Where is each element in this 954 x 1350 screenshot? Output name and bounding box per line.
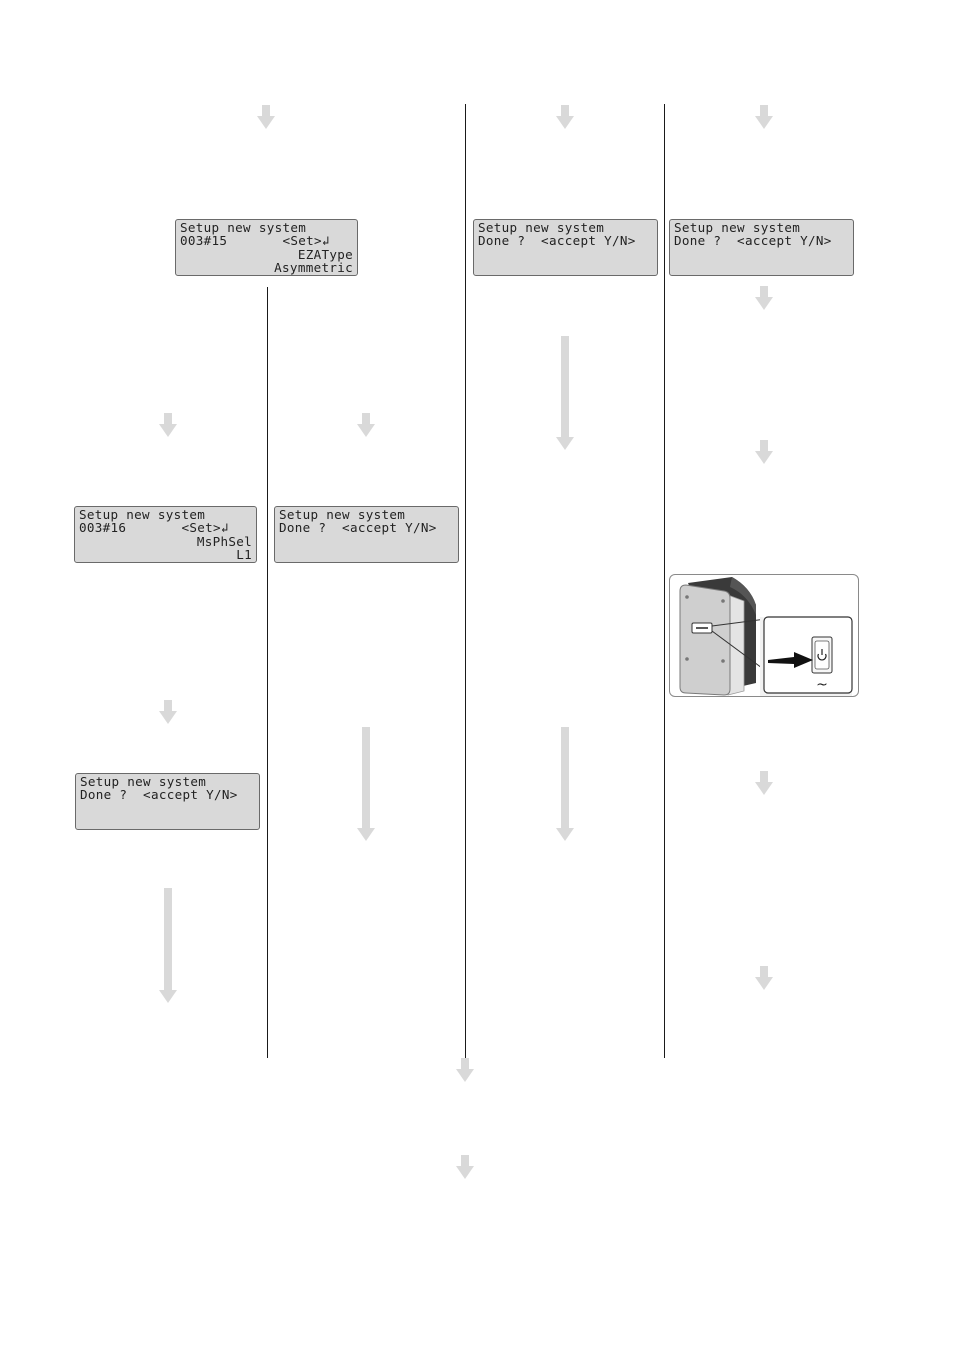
lcd-line: Setup new system bbox=[674, 220, 801, 235]
lcd-line: Asymmetric bbox=[274, 259, 353, 275]
lcd-line: MsPhSel bbox=[196, 533, 252, 549]
lcd-line: EZAType bbox=[297, 246, 353, 262]
lcd-line: Done ? <accept Y/N> bbox=[478, 233, 636, 249]
down-arrow-icon bbox=[755, 771, 773, 795]
lcd-display-done bbox=[669, 219, 854, 276]
down-arrow-icon bbox=[755, 286, 773, 310]
long-down-arrow-icon bbox=[159, 888, 177, 1003]
lcd-line: Done ? <accept Y/N> bbox=[80, 787, 238, 803]
down-arrow-icon bbox=[456, 1155, 474, 1179]
column-divider-3 bbox=[664, 104, 665, 1058]
long-down-arrow-icon bbox=[357, 727, 375, 841]
down-arrow-icon bbox=[456, 1058, 474, 1082]
lcd-line: 003#16 <Set>↲ bbox=[79, 520, 229, 536]
device-power-switch-illustration bbox=[669, 574, 859, 697]
lcd-line: 003#15 <Set>↲ bbox=[180, 233, 330, 249]
down-arrow-icon bbox=[755, 440, 773, 464]
down-arrow-icon bbox=[556, 105, 574, 129]
long-down-arrow-icon bbox=[556, 727, 574, 841]
ac-symbol-label: ~ bbox=[816, 677, 828, 693]
inverter-device-icon bbox=[670, 575, 859, 697]
down-arrow-icon bbox=[159, 413, 177, 437]
lcd-line: L1 bbox=[236, 546, 252, 562]
lcd-line: Setup new system bbox=[180, 220, 307, 235]
column-divider-2 bbox=[465, 104, 466, 1058]
lcd-line: Setup new system bbox=[79, 507, 206, 522]
lcd-line: Done ? <accept Y/N> bbox=[279, 520, 437, 536]
down-arrow-icon bbox=[755, 105, 773, 129]
lcd-line: Setup new system bbox=[478, 220, 605, 235]
down-arrow-icon bbox=[257, 105, 275, 129]
lcd-display-done bbox=[75, 773, 260, 830]
lcd-line: Setup new system bbox=[279, 507, 406, 522]
lcd-display-msphsel bbox=[74, 506, 257, 563]
lcd-display-done bbox=[473, 219, 658, 276]
down-arrow-icon bbox=[159, 700, 177, 724]
lcd-display-done bbox=[274, 506, 459, 563]
long-down-arrow-icon bbox=[556, 336, 574, 450]
down-arrow-icon bbox=[357, 413, 375, 437]
lcd-display-ezatype bbox=[175, 219, 358, 276]
lcd-line: Done ? <accept Y/N> bbox=[674, 233, 832, 249]
column-divider-1 bbox=[267, 287, 268, 1058]
lcd-line: Setup new system bbox=[80, 774, 207, 789]
down-arrow-icon bbox=[755, 966, 773, 990]
